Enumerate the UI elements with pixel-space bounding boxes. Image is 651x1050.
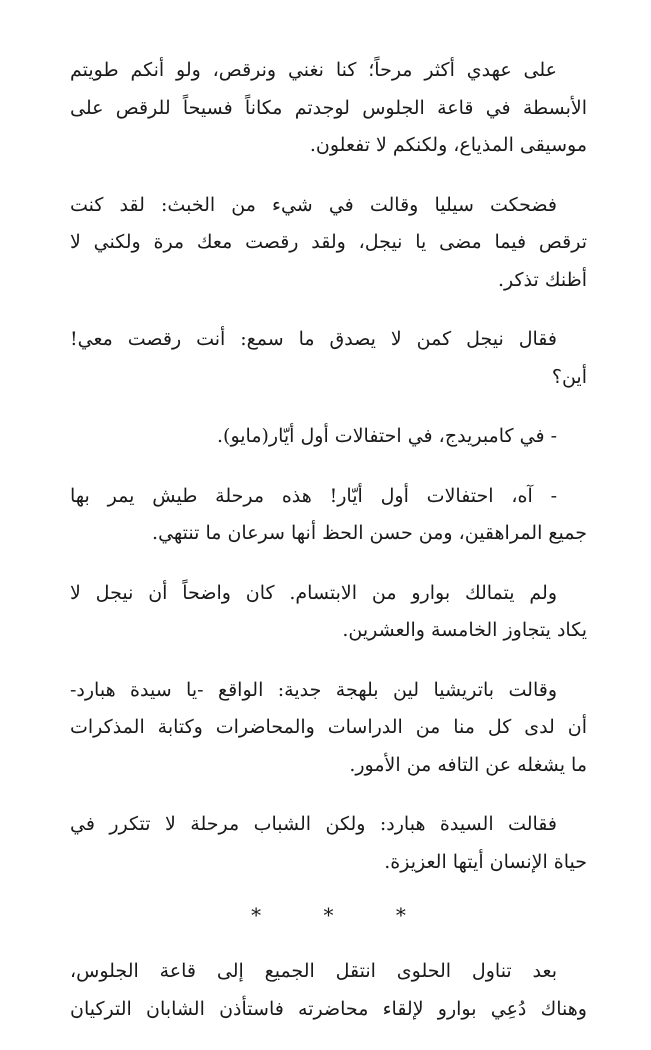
text-line: جميع المراهقين، ومن حسن الحظ أنها سرعان ما تنتهي. bbox=[152, 522, 587, 544]
paragraph-5-dialogue bbox=[70, 478, 587, 553]
text-line: أظنك تذكر. bbox=[497, 268, 587, 291]
text-line: حياة الإنسان أيتها العزيزة. bbox=[384, 850, 587, 873]
text-line: فقالت السيدة هبارد: ولكن الشباب مرحلة لا تتكرر في bbox=[70, 813, 557, 835]
text-line: ترقص فيما مضى يا نيجل، ولقد رقصت معك مرة ولكني لا bbox=[70, 231, 587, 253]
paragraph-7 bbox=[70, 672, 587, 785]
text-line: موسيقى المذياع، ولكنكم لا تفعلون. bbox=[309, 134, 587, 156]
text-line: بعد تناول الحلوى انتقل الجميع إلى قاعة الجلوس، bbox=[70, 960, 557, 982]
book-page bbox=[70, 52, 587, 1050]
text-line: ما يشغله عن التافه من الأمور. bbox=[349, 753, 587, 776]
section-separator: * * * bbox=[251, 903, 434, 927]
text-line: وهناك دُعِي بوارو لإلقاء محاضرته فاستأذن الشابان التركيان bbox=[70, 997, 587, 1020]
text-line: أين؟ bbox=[551, 365, 587, 388]
text-line: فقال نيجل كمن لا يصدق ما سمع: أنت رقصت معي! bbox=[70, 328, 557, 350]
paragraph-8 bbox=[70, 806, 587, 881]
paragraph-6 bbox=[70, 575, 587, 650]
text-line: الأبسطة في قاعة الجلوس لوجدتم مكاناً فسيحاً للرقص على bbox=[70, 96, 587, 119]
text-line: فضحكت سيليا وقالت في شيء من الخبث: لقد كنت bbox=[70, 193, 557, 216]
paragraph-4-dialogue bbox=[70, 418, 587, 456]
text-line: أن لدى كل منا من الدراسات والمحاضرات وكتابة المذكرات bbox=[70, 716, 587, 738]
text-line: - في كامبريدج، في احتفالات أول أيّار(مايو). bbox=[217, 425, 557, 447]
text-line: ولم يتمالك بوارو من الابتسام. كان واضحاً أن نيجل لا bbox=[70, 581, 557, 604]
paragraph-2 bbox=[70, 187, 587, 300]
text-line: على عهدي أكثر مرحاً؛ كنا نغني ونرقص، ولو أنكم طويتم bbox=[70, 59, 557, 81]
paragraph-1 bbox=[70, 52, 587, 165]
paragraph-3 bbox=[70, 321, 587, 396]
text-line: - آه، احتفالات أول أيّار! هذه مرحلة طيش يمر بها bbox=[70, 484, 557, 507]
text-line: يكاد يتجاوز الخامسة والعشرين. bbox=[342, 619, 587, 641]
text-line: وقالت باتريشيا لين بلهجة جدية: الواقع -يا سيدة هبارد- bbox=[70, 678, 557, 701]
paragraph-closing bbox=[70, 953, 587, 1028]
